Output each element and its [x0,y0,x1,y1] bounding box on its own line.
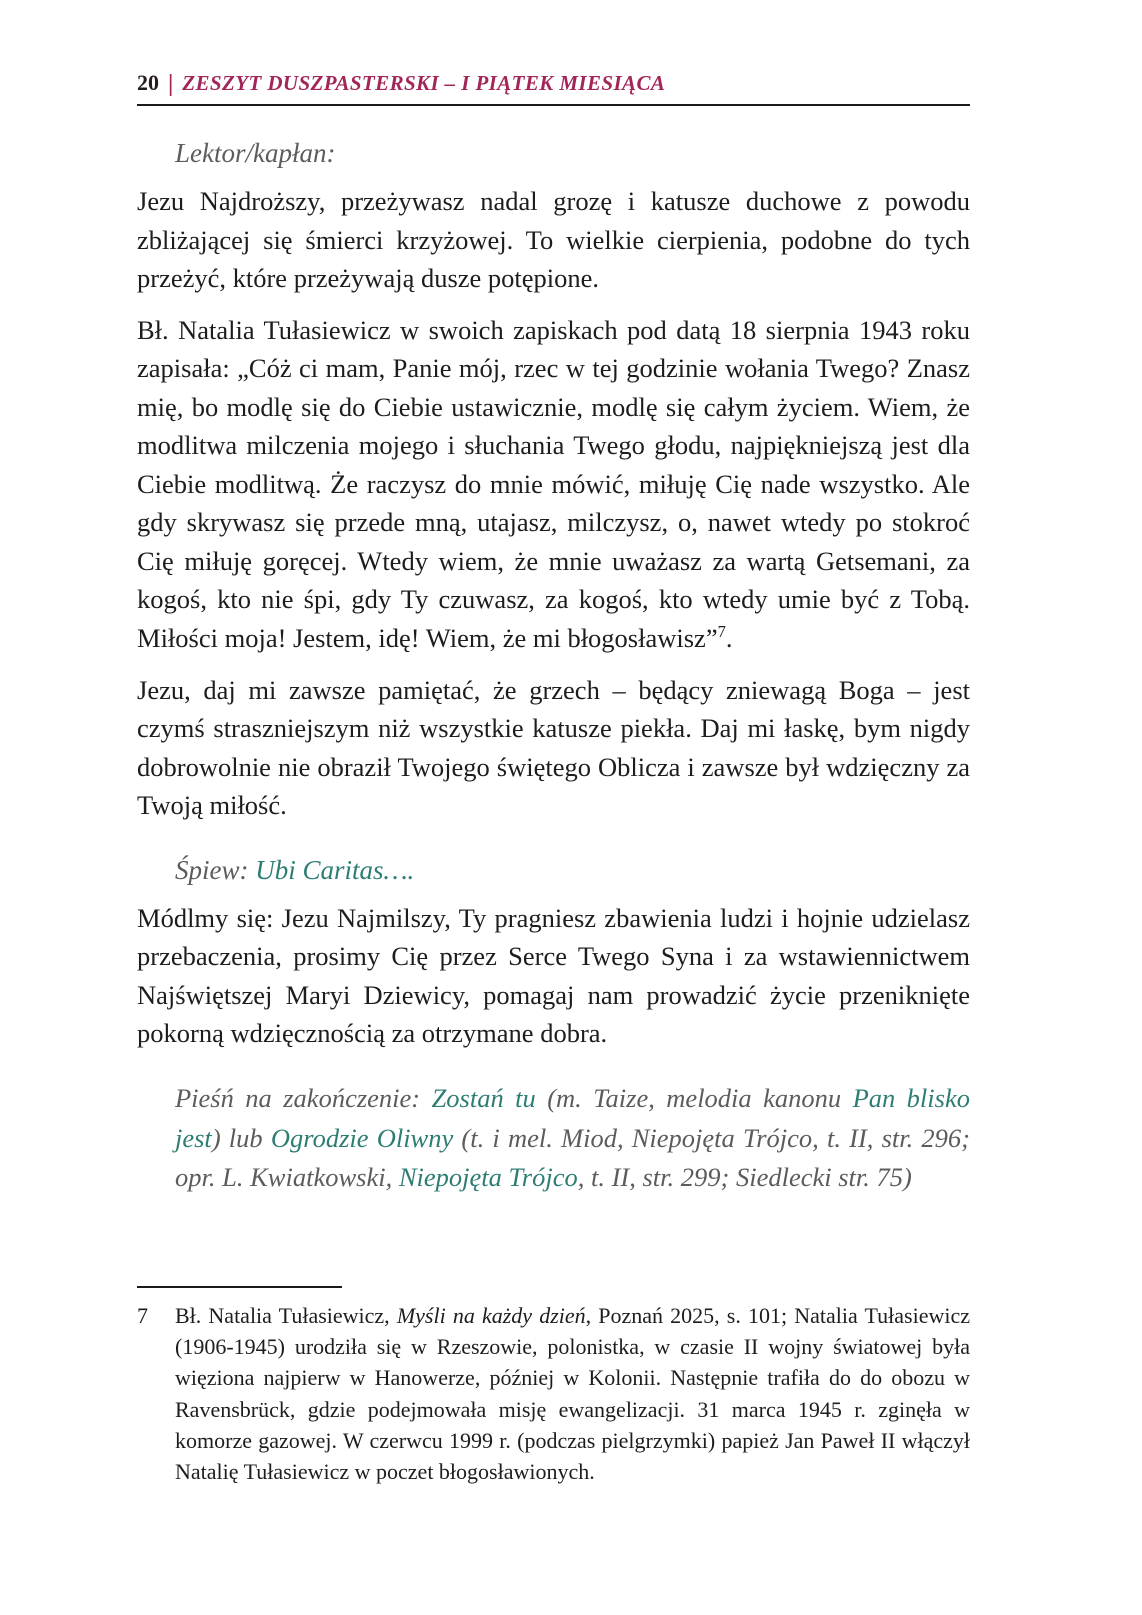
header-separator-bar: | [168,71,174,97]
page-number: 20 [137,70,159,95]
footnote-number: 7 [137,1303,148,1328]
song-title-pan-blisko-jest-link[interactable]: Pan blisko jest [175,1082,970,1153]
song-cue-label: Śpiew: [175,854,256,885]
paragraph-natalia-quote [137,311,970,658]
footnote-7 [137,1300,970,1487]
closing-song-text: ) lub [211,1122,271,1153]
footnote-text-part: , Poznań 2025, s. 101; Natalia Tułasiewicz (1906-1945) urodziła się w Rzeszowie, polonistka, w czasie II wojny światowej była więziona najpierw w Hanowerze, później w Kolonii. Następnie trafiła do do obozu w Ravensbrück, gdzie podejmowała misję ewangelizacji. 31 marca 1945 r. zginęła w komorze gazowej. W czerwcu 1999 r. (podczas pielgrzymki) papież Jan Paweł II włączył Natalię Tułasiewicz w poczet błogosławionych. [175,1303,971,1485]
closing-song-note [175,1079,970,1198]
footnote-separator-rule [137,1286,342,1288]
song-title-niepojeta-trojco-link[interactable]: Niepojęta Trójco [398,1162,578,1193]
song-title-ogrodzie-oliwny-link[interactable]: Ogrodzie Oliwny [270,1122,454,1153]
footnote-reference-7[interactable]: 7 [717,622,726,642]
closing-song-label: Pieśń na zakończenie: [175,1082,432,1113]
song-title-ubi-caritas-link[interactable]: Ubi Caritas…. [255,854,415,885]
closing-song-text: (m. Taize, melodia kanonu [535,1082,853,1113]
paragraph-modlmy-sie: Módlmy się: Jezu Najmilszy, Ty pragniesz zbawienia ludzi i hojnie udzielasz przebaczenia, prosimy Cię przez Serce Twego Syna i za wstawiennictwem Najświętszej Maryi Dziewicy, pomagaj nam prowadzić życie przeniknięte pokorną wdzięcznością za otrzymane dobra. [137,902,970,1049]
page-header [137,70,970,106]
closing-song-text: (t. i mel. Miod, Niepojęta Trójco, t. II, str. 296; opr. L. Kwiatkowski, [175,1122,971,1193]
footnote-text-part: Bł. Natalia Tułasiewicz, [175,1303,397,1328]
footnote-section [137,1286,970,1487]
running-header-title: ZESZYT DUSZPASTERSKI – I PIĄTEK MIESIĄCA [182,71,666,95]
paragraph-jezu-najdrozszy: Jezu Najdroższy, przeżywasz nadal grozę i katusze duchowe z powodu zbliżającej się śmierci krzyżowej. To wielkie cierpienia, podobne do tych przeżyć, które przeżywają dusze potępione. [137,186,970,294]
footnote-book-title: Myśli na każdy dzień [396,1303,586,1328]
closing-song-text: , t. II, str. 299; Siedlecki str. 75) [577,1162,912,1193]
song-title-zostan-tu-link[interactable]: Zostań tu [431,1082,536,1113]
paragraph-jezu-daj-mi: Jezu, daj mi zawsze pamiętać, że grzech – będący zniewagą Boga – jest czymś straszniejszym niż wszystkie katusze piekła. Daj mi łaskę, bym nigdy dobrowolnie nie obraził Twojego świętego Oblicza i zawsze był wdzięczny za Twoją miłość. [137,674,970,821]
sentence-period: . [725,623,733,654]
paragraph-natalia-quote-text: Bł. Natalia Tułasiewicz w swoich zapiskach pod datą 18 sierpnia 1943 roku zapisała: „Cóż ci mam, Panie mój, rzec w tej godzinie wołania Twego? Znasz mię, bo modlę się do Ciebie ustawicznie, modlę się całym życiem. Wiem, że modlitwa milczenia mojego i słuchania Twego głodu, najpiękniejszą jest dla Ciebie modlitwą. Że raczysz do mnie mówić, miłuję Cię nade wszystko. Ale gdy skrywasz się przede mną, utajasz, milczysz, o, nawet wtedy po stokroć Cię miłuję goręcej. Wtedy wiem, że mnie uważasz za wartą Getsemani, za kogoś, kto nie śpi, gdy Ty czuwasz, za kogoś, kto wtedy umie być z Tobą. Miłości moja! Jestem, idę! Wiem, że mi błogosławisz” [137,314,970,654]
song-cue-line [175,855,970,886]
role-label-lektor-kaplan: Lektor/kapłan: [175,138,336,168]
footnote-text [175,1300,970,1487]
